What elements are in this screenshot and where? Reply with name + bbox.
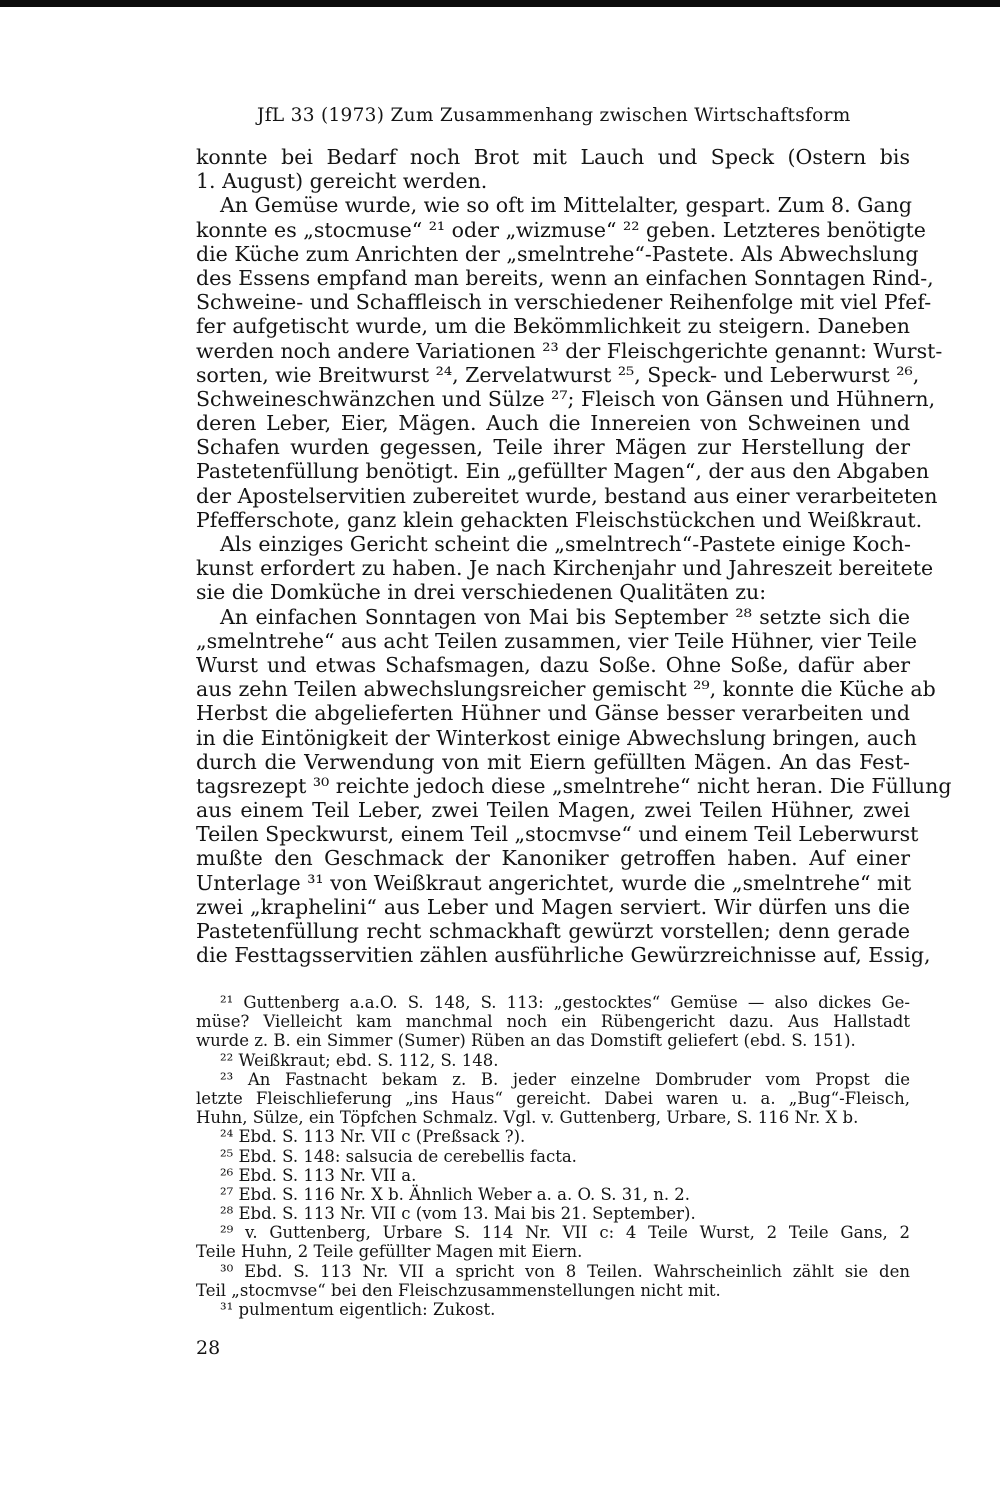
text-line: fer aufgetischt wurde, um die Bekömmlichkeit zu steigern. Daneben	[196, 314, 910, 339]
text-line: Schafen wurden gegessen, Teile ihrer Mägen zur Herstellung der	[196, 435, 910, 460]
text-line: mußte den Geschmack der Kanoniker getroffen haben. Auf einer	[196, 846, 910, 871]
running-head: JfL 33 (1973) Zum Zusammenhang zwischen Wirtschaftsform	[257, 105, 851, 126]
text-line: 1. August) gereicht werden.	[196, 169, 488, 194]
text-line: Pfefferschote, ganz klein gehackten Fleischstückchen und Weißkraut.	[196, 507, 923, 532]
text-line: Teilen Speckwurst, einem Teil „stocmvse“ und einem Teil Leberwurst	[196, 822, 919, 847]
footnote-line: ²⁸ Ebd. S. 113 Nr. VII c (vom 13. Mai bis 21. September).	[220, 1204, 696, 1224]
footnote-line: ²⁵ Ebd. S. 148: salsucia de cerebellis facta.	[220, 1146, 577, 1166]
text-line: Als einziges Gericht scheint die „smelntrech“-Pastete einige Koch-	[220, 532, 911, 556]
text-line: die Festtagsservitien zählen ausführliche Gewürzreichnisse auf, Essig,	[196, 943, 931, 968]
footnote-line: ³¹ pulmentum eigentlich: Zukost.	[220, 1300, 496, 1319]
footnote-line: ²⁷ Ebd. S. 116 Nr. X b. Ähnlich Weber a. a. O. S. 31, n. 2.	[220, 1184, 691, 1204]
text-line: der Apostelservitien zubereitet wurde, bestand aus einer verarbeiteten	[196, 483, 938, 508]
text-line: tagsrezept ³⁰ reichte jedoch diese „smelntrehe“ nicht heran. Die Füllung	[196, 773, 952, 798]
footnote-line: Teile Huhn, 2 Teile gefüllter Magen mit Eiern.	[196, 1242, 583, 1262]
text-line: An Gemüse wurde, wie so oft im Mittelalter, gespart. Zum 8. Gang	[220, 193, 913, 218]
text-line: aus zehn Teilen abwechslungsreicher gemischt ²⁹, konnte die Küche ab	[196, 677, 936, 702]
text-line: sie die Domküche in drei verschiedenen Qualitäten zu:	[196, 580, 767, 605]
footnote-line: ²⁴ Ebd. S. 113 Nr. VII c (Preßsack ?).	[220, 1127, 526, 1147]
text-line: Wurst und etwas Schafsmagen, dazu Soße. Ohne Soße, dafür aber	[196, 652, 910, 677]
text-line: konnte es „stocmuse“ ²¹ oder „wizmuse“ ²² geben. Letzteres benötigte	[196, 217, 926, 242]
footnote-line: Huhn, Sülze, ein Töpfchen Schmalz. Vgl. v. Guttenberg, Urbare, S. 116 Nr. X b.	[196, 1108, 859, 1128]
text-line: des Essens empfand man bereits, wenn an einfachen Sonntagen Rind-,	[196, 265, 934, 290]
text-line: Pastetenfüllung benötigt. Ein „gefüllter Magen“, der aus den Abgaben	[196, 459, 930, 484]
footnote-line: wurde z. B. ein Simmer (Sumer) Rüben an das Domstift geliefert (ebd. S. 151).	[196, 1031, 856, 1051]
text-line: durch die Verwendung von mit Eiern gefüllten Mägen. An das Fest-	[196, 749, 910, 774]
text-line: deren Leber, Eier, Mägen. Auch die Innereien von Schweinen und	[196, 411, 910, 436]
text-line: die Küche zum Anrichten der „smelntrehe“-Pastete. Als Abwechslung	[196, 241, 919, 266]
footnote-line: ²⁶ Ebd. S. 113 Nr. VII a.	[220, 1165, 417, 1185]
text-line: Schweine- und Schaffleisch in verschiedener Reihenfolge mit viel Pfef-	[196, 290, 932, 315]
text-line: sorten, wie Breitwurst ²⁴, Zervelatwurst ²⁵, Speck- und Leberwurst ²⁶,	[196, 362, 920, 387]
footnote-line: ²¹ Guttenberg a.a.O. S. 148, S. 113: „gestocktes“ Gemüse — also dickes Ge-	[220, 993, 910, 1012]
text-line: Herbst die abgelieferten Hühner und Gänse besser verarbeiten und	[196, 701, 910, 726]
text-line: in die Eintönigkeit der Winterkost einige Abwechslung bringen, auch	[196, 725, 917, 750]
text-line: „smelntrehe“ aus acht Teilen zusammen, vier Teile Hühner, vier Teile	[196, 628, 918, 653]
main-text	[196, 145, 952, 968]
text-line: An einfachen Sonntagen von Mai bis September ²⁸ setzte sich die	[220, 604, 910, 629]
text-line: kunst erfordert zu haben. Je nach Kirchenjahr und Jahreszeit bereitete	[196, 556, 934, 581]
text-line: Schweineschwänzchen und Sülze ²⁷; Fleisch von Gänsen und Hühnern,	[196, 386, 936, 411]
footnote-line: ²² Weißkraut; ebd. S. 112, S. 148.	[220, 1050, 499, 1070]
footnote-line: ²³ An Fastnacht bekam z. B. jeder einzelne Dombruder vom Propst die	[220, 1069, 910, 1089]
footnote-line: ²⁹ v. Guttenberg, Urbare S. 114 Nr. VII c: 4 Teile Wurst, 2 Teile Gans, 2	[220, 1223, 910, 1243]
text-line: zwei „kraphelini“ aus Leber und Magen serviert. Wir dürfen uns die	[196, 894, 910, 919]
text-line: Pastetenfüllung recht schmackhaft gewürzt vorstellen; denn gerade	[196, 919, 910, 943]
text-line: aus einem Teil Leber, zwei Teilen Magen, zwei Teilen Hühner, zwei	[196, 798, 910, 823]
footnote-line: Teil „stocmvse“ bei den Fleischzusammenstellungen nicht mit.	[196, 1280, 721, 1300]
page-number: 28	[196, 1337, 221, 1359]
text-line: Unterlage ³¹ von Weißkraut angerichtet, wurde die „smelntrehe“ mit	[196, 870, 912, 895]
footnote-line: müse? Vielleicht kam manchmal noch ein Rübengericht dazu. Aus Hallstadt	[196, 1012, 910, 1032]
text-line: konnte bei Bedarf noch Brot mit Lauch und Speck (Ostern bis	[196, 145, 910, 169]
text-line: werden noch andere Variationen ²³ der Fleischgerichte genannt: Wurst-	[196, 338, 943, 363]
footnote-line: ³⁰ Ebd. S. 113 Nr. VII a spricht von 8 Teilen. Wahrscheinlich zählt sie den	[220, 1261, 910, 1281]
scan-top-edge	[0, 0, 1000, 7]
footnotes	[196, 993, 910, 1319]
footnote-line: letzte Fleischlieferung „ins Haus“ gereicht. Dabei waren u. a. „Bug“-Fleisch,	[196, 1088, 910, 1108]
